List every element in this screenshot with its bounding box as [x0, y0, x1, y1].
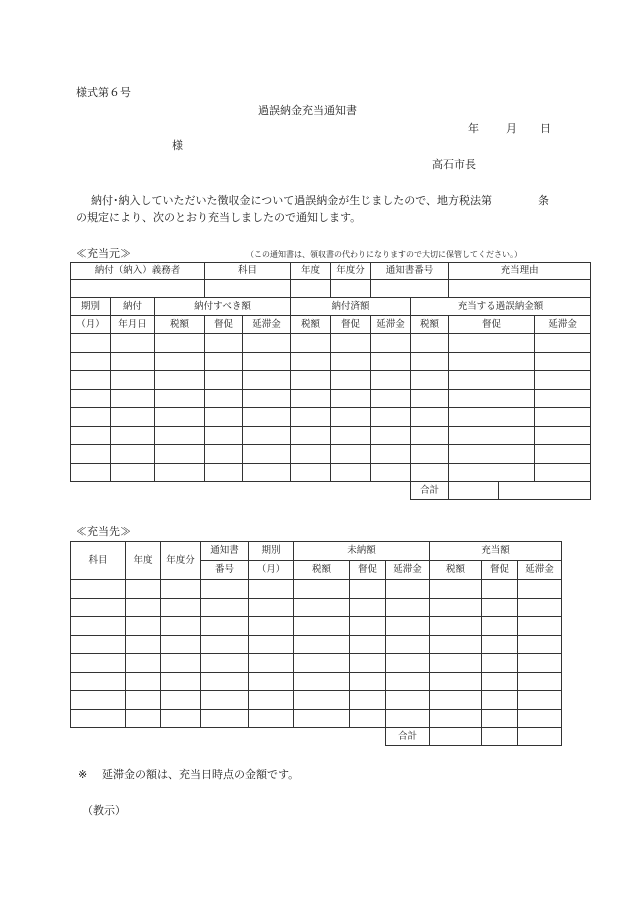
table-cell	[111, 389, 155, 408]
table-cell	[331, 334, 371, 353]
table-cell	[350, 654, 386, 673]
table-cell	[71, 463, 111, 482]
sub-tax: 税額	[291, 316, 331, 334]
header-period-month: （月）	[249, 561, 294, 580]
table-cell	[449, 371, 535, 390]
table-cell	[205, 334, 243, 353]
sub-reminder: 督促	[449, 316, 535, 334]
table-cell	[482, 691, 518, 710]
table-cell	[155, 463, 205, 482]
table-row	[71, 691, 562, 710]
table-cell	[411, 389, 449, 408]
table-cell	[111, 371, 155, 390]
group-applied: 充当額	[430, 542, 562, 561]
target-rows	[71, 580, 562, 728]
table-cell	[201, 598, 249, 617]
table-cell	[386, 691, 430, 710]
sub-late-fee: 延滞金	[371, 316, 411, 334]
table-cell	[291, 408, 331, 427]
addressee-suffix: 様	[172, 139, 183, 152]
table-cell	[371, 426, 411, 445]
table-cell	[518, 635, 562, 654]
table-cell	[161, 654, 201, 673]
table-cell	[111, 445, 155, 464]
table-cell	[294, 635, 350, 654]
instruction-label: （教示）	[82, 804, 126, 817]
body-line-2: の規定により、次のとおり充当しましたので通知します。	[76, 211, 362, 224]
header-subject: 科目	[71, 542, 126, 580]
table-row	[71, 617, 562, 636]
table-cell	[155, 445, 205, 464]
table-cell	[386, 635, 430, 654]
table-row	[71, 635, 562, 654]
table-row	[71, 463, 591, 482]
table-row	[71, 672, 562, 691]
cell-year	[291, 280, 331, 298]
table-cell	[291, 389, 331, 408]
table-cell	[71, 445, 111, 464]
table-cell	[294, 672, 350, 691]
table-cell	[126, 635, 161, 654]
table-row	[71, 389, 591, 408]
target-total-label: 合計	[386, 728, 430, 746]
table-cell	[161, 709, 201, 728]
body-line-1: 納付･納入していただいた徴収金について過誤納金が生じましたので、地方税法第	[91, 194, 493, 207]
table-cell	[482, 580, 518, 599]
total-spacer	[71, 728, 386, 746]
sub-late-fee: 延滞金	[386, 561, 430, 580]
table-cell	[126, 654, 161, 673]
table-row	[71, 352, 591, 371]
table-cell	[201, 580, 249, 599]
sub-late-fee: 延滞金	[518, 561, 562, 580]
table-cell	[535, 389, 591, 408]
table-cell	[205, 389, 243, 408]
footnote-mark: ※	[78, 768, 88, 781]
sub-reminder: 督促	[350, 561, 386, 580]
sub-tax: 税額	[430, 561, 482, 580]
table-cell	[449, 463, 535, 482]
table-cell	[371, 408, 411, 427]
table-cell	[331, 408, 371, 427]
table-cell	[518, 709, 562, 728]
cell-subject	[205, 280, 291, 298]
table-cell	[331, 445, 371, 464]
table-cell	[201, 691, 249, 710]
table-cell	[371, 371, 411, 390]
table-cell	[294, 598, 350, 617]
table-cell	[331, 371, 371, 390]
header-period: 期別	[71, 298, 111, 316]
table-row	[71, 580, 562, 599]
body-line-1-end: 条	[538, 194, 549, 207]
header-period: 期別	[249, 542, 294, 561]
table-cell	[291, 463, 331, 482]
table-cell	[350, 691, 386, 710]
table-cell	[249, 598, 294, 617]
table-cell	[249, 709, 294, 728]
table-row	[71, 445, 591, 464]
table-cell	[161, 617, 201, 636]
sub-tax: 税額	[294, 561, 350, 580]
table-cell	[243, 334, 291, 353]
table-cell	[371, 463, 411, 482]
target-total-reminder	[482, 728, 518, 746]
table-cell	[205, 352, 243, 371]
table-cell	[449, 445, 535, 464]
table-cell	[71, 654, 126, 673]
total-spacer	[71, 482, 411, 500]
table-cell	[291, 334, 331, 353]
table-cell	[243, 445, 291, 464]
table-cell	[155, 389, 205, 408]
table-cell	[155, 426, 205, 445]
table-cell	[430, 598, 482, 617]
table-cell	[518, 654, 562, 673]
source-total-tax	[449, 482, 499, 500]
table-cell	[430, 691, 482, 710]
table-cell	[411, 445, 449, 464]
table-cell	[430, 617, 482, 636]
table-cell	[71, 408, 111, 427]
table-cell	[331, 389, 371, 408]
table-cell	[482, 672, 518, 691]
target-total-tax	[430, 728, 482, 746]
header-notice-number: 通知書番号	[371, 263, 449, 280]
header-taxpayer: 納付（納入）義務者	[71, 263, 205, 280]
table-cell	[161, 691, 201, 710]
table-cell	[482, 617, 518, 636]
table-cell	[518, 580, 562, 599]
table-row	[71, 426, 591, 445]
header-paydate-ymd: 年月日	[111, 316, 155, 334]
table-cell	[386, 617, 430, 636]
header-subject: 科目	[205, 263, 291, 280]
table-cell	[331, 426, 371, 445]
table-cell	[386, 654, 430, 673]
table-cell	[126, 580, 161, 599]
table-cell	[205, 463, 243, 482]
table-cell	[350, 598, 386, 617]
table-cell	[291, 445, 331, 464]
source-heading: ≪充当元≫	[76, 247, 131, 260]
table-cell	[482, 709, 518, 728]
table-cell	[430, 709, 482, 728]
table-cell	[71, 389, 111, 408]
table-cell	[535, 463, 591, 482]
table-cell	[155, 371, 205, 390]
table-row	[71, 334, 591, 353]
table-row	[71, 408, 591, 427]
date-day: 日	[540, 122, 551, 135]
source-table	[70, 262, 591, 500]
sub-reminder: 督促	[205, 316, 243, 334]
table-cell	[291, 371, 331, 390]
footnote-text: 延滞金の額は、充当日時点の金額です。	[102, 768, 300, 781]
document-title: 過誤納金充当通知書	[258, 104, 357, 117]
table-cell	[161, 635, 201, 654]
table-cell	[331, 463, 371, 482]
table-cell	[111, 352, 155, 371]
table-cell	[249, 617, 294, 636]
table-cell	[386, 598, 430, 617]
table-row	[71, 709, 562, 728]
table-cell	[350, 635, 386, 654]
table-cell	[71, 371, 111, 390]
table-cell	[249, 672, 294, 691]
table-cell	[411, 408, 449, 427]
table-cell	[249, 580, 294, 599]
table-cell	[111, 408, 155, 427]
table-cell	[294, 709, 350, 728]
table-cell	[411, 352, 449, 371]
table-cell	[411, 426, 449, 445]
issuer-name: 高石市長	[432, 158, 476, 171]
table-cell	[294, 580, 350, 599]
table-cell	[243, 371, 291, 390]
table-cell	[243, 426, 291, 445]
table-cell	[126, 598, 161, 617]
table-cell	[350, 709, 386, 728]
table-row	[71, 654, 562, 673]
table-cell	[449, 408, 535, 427]
header-year-portion: 年度分	[161, 542, 201, 580]
table-cell	[71, 709, 126, 728]
table-cell	[161, 580, 201, 599]
table-cell	[126, 672, 161, 691]
table-cell	[430, 580, 482, 599]
cell-taxpayer	[71, 280, 205, 298]
table-cell	[535, 334, 591, 353]
target-table	[70, 541, 562, 746]
table-cell	[161, 598, 201, 617]
table-cell	[482, 635, 518, 654]
table-cell	[71, 672, 126, 691]
cell-reason	[449, 280, 591, 298]
header-year: 年度	[291, 263, 331, 280]
table-cell	[535, 445, 591, 464]
source-total-reminder	[499, 482, 591, 500]
source-note: （この通知書は、領収書の代わりになりますので大切に保管してください。）	[246, 250, 522, 259]
table-cell	[518, 672, 562, 691]
table-cell	[243, 463, 291, 482]
header-paydate: 納付	[111, 298, 155, 316]
cell-year-portion	[331, 280, 371, 298]
table-cell	[411, 463, 449, 482]
table-cell	[111, 463, 155, 482]
table-cell	[386, 709, 430, 728]
target-heading: ≪充当先≫	[76, 525, 131, 538]
table-cell	[350, 617, 386, 636]
target-total-late-fee	[518, 728, 562, 746]
sub-reminder: 督促	[482, 561, 518, 580]
table-cell	[71, 580, 126, 599]
group-overpayment-applied: 充当する過誤納金額	[411, 298, 591, 316]
table-cell	[449, 389, 535, 408]
sub-late-fee: 延滞金	[535, 316, 591, 334]
cell-notice-number	[371, 280, 449, 298]
date-month: 月	[506, 122, 517, 135]
table-cell	[71, 691, 126, 710]
group-amount-due: 納付すべき額	[155, 298, 291, 316]
table-cell	[430, 654, 482, 673]
table-cell	[386, 580, 430, 599]
group-amount-paid: 納付済額	[291, 298, 411, 316]
table-cell	[155, 408, 205, 427]
source-rows	[71, 334, 591, 482]
table-cell	[161, 672, 201, 691]
table-cell	[430, 635, 482, 654]
table-cell	[350, 672, 386, 691]
table-cell	[71, 635, 126, 654]
table-cell	[249, 691, 294, 710]
sub-late-fee: 延滞金	[243, 316, 291, 334]
table-cell	[371, 334, 411, 353]
table-row	[71, 371, 591, 390]
date-year: 年	[468, 122, 479, 135]
table-cell	[201, 617, 249, 636]
table-cell	[111, 426, 155, 445]
table-cell	[294, 691, 350, 710]
table-cell	[249, 635, 294, 654]
table-cell	[201, 654, 249, 673]
source-total-label: 合計	[411, 482, 449, 500]
group-unpaid: 未納額	[294, 542, 430, 561]
table-cell	[71, 352, 111, 371]
header-period-month: （月）	[71, 316, 111, 334]
table-cell	[201, 672, 249, 691]
table-cell	[294, 617, 350, 636]
table-cell	[518, 598, 562, 617]
table-cell	[518, 691, 562, 710]
table-cell	[350, 580, 386, 599]
header-year-portion: 年度分	[331, 263, 371, 280]
table-cell	[243, 352, 291, 371]
table-cell	[371, 352, 411, 371]
table-cell	[371, 445, 411, 464]
table-cell	[411, 371, 449, 390]
table-cell	[449, 334, 535, 353]
table-cell	[205, 371, 243, 390]
table-cell	[535, 371, 591, 390]
table-cell	[449, 426, 535, 445]
table-cell	[71, 334, 111, 353]
table-cell	[291, 352, 331, 371]
table-cell	[482, 654, 518, 673]
table-cell	[201, 635, 249, 654]
table-cell	[205, 445, 243, 464]
table-cell	[449, 352, 535, 371]
table-row	[71, 598, 562, 617]
table-cell	[482, 598, 518, 617]
table-cell	[535, 408, 591, 427]
table-cell	[249, 654, 294, 673]
table-cell	[386, 672, 430, 691]
table-cell	[71, 617, 126, 636]
sub-tax: 税額	[155, 316, 205, 334]
table-cell	[535, 426, 591, 445]
table-cell	[71, 598, 126, 617]
table-cell	[126, 617, 161, 636]
header-year: 年度	[126, 542, 161, 580]
table-cell	[294, 654, 350, 673]
table-cell	[371, 389, 411, 408]
table-cell	[243, 389, 291, 408]
table-cell	[243, 408, 291, 427]
table-cell	[331, 352, 371, 371]
table-cell	[518, 617, 562, 636]
table-cell	[126, 691, 161, 710]
table-cell	[126, 709, 161, 728]
sub-tax: 税額	[411, 316, 449, 334]
sub-reminder: 督促	[331, 316, 371, 334]
table-cell	[291, 426, 331, 445]
table-cell	[535, 352, 591, 371]
table-cell	[155, 352, 205, 371]
header-reason: 充当理由	[449, 263, 591, 280]
table-cell	[201, 709, 249, 728]
table-cell	[111, 334, 155, 353]
table-cell	[205, 426, 243, 445]
table-cell	[71, 426, 111, 445]
header-notice: 通知書	[201, 542, 249, 561]
table-cell	[411, 334, 449, 353]
table-cell	[205, 408, 243, 427]
form-number: 様式第６号	[76, 86, 131, 99]
table-cell	[430, 672, 482, 691]
header-notice-number: 番号	[201, 561, 249, 580]
table-cell	[155, 334, 205, 353]
